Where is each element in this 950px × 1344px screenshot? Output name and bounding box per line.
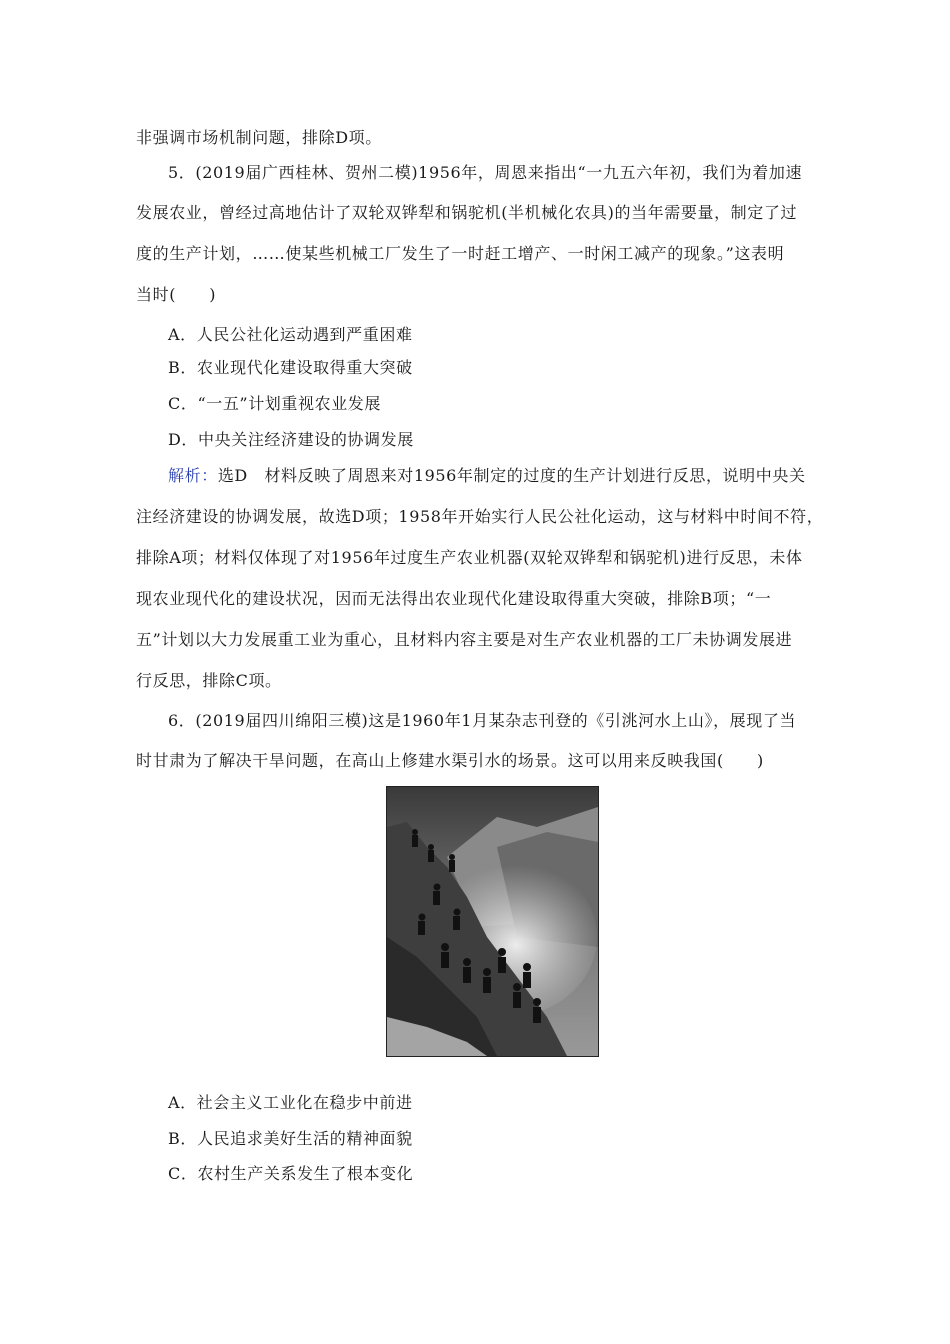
q5-option-b: B．农业现代化建设取得重大突破 bbox=[168, 358, 413, 377]
q5-analysis-line: 行反思，排除C项。 bbox=[136, 671, 282, 690]
q5-stem-line: 当时( ) bbox=[136, 285, 217, 304]
q5-analysis-line: 注经济建设的协调发展，故选D项；1958年开始实行人民公社化运动，这与材料中时间不符， bbox=[136, 507, 824, 526]
q5-analysis-line: 现农业现代化的建设状况，因而无法得出农业现代化建设取得重大突破，排除B项；“一 bbox=[136, 589, 772, 608]
q6-option-a: A．社会主义工业化在稳步中前进 bbox=[168, 1093, 413, 1112]
photo-illustration bbox=[387, 787, 598, 1056]
q5-stem-line: 度的生产计划，……使某些机械工厂发生了一时赶工增产、一时闲工减产的现象。”这表明 bbox=[136, 244, 785, 263]
prev-answer-tail: 非强调市场机制问题，排除D项。 bbox=[136, 128, 382, 147]
q5-option-a: A．人民公社化运动遇到严重困难 bbox=[168, 325, 413, 344]
q5-stem-line: 5．(2019届广西桂林、贺州二模)1956年，周恩来指出“一九五六年初，我们为着加速 bbox=[168, 163, 803, 182]
q6-option-c: C．农村生产关系发生了根本变化 bbox=[168, 1164, 414, 1183]
q5-analysis-line: 排除A项；材料仅体现了对1956年过度生产农业机器(双轮双铧犁和锅驼机)进行反思，未体 bbox=[136, 548, 803, 567]
q5-stem-line: 发展农业，曾经过高地估计了双轮双铧犁和锅驼机(半机械化农具)的当年需要量，制定了过 bbox=[136, 203, 798, 222]
q5-analysis-line: 五”计划以大力发展重工业为重心，且材料内容主要是对生产农业机器的工厂未协调发展进 bbox=[136, 630, 793, 649]
mountain-canal-photo bbox=[386, 786, 599, 1057]
q5-option-c: C．“一五”计划重视农业发展 bbox=[168, 394, 382, 413]
q5-option-d: D．中央关注经济建设的协调发展 bbox=[168, 430, 414, 449]
analysis-label: 解析： bbox=[168, 466, 218, 485]
q6-option-b: B．人民追求美好生活的精神面貌 bbox=[168, 1129, 413, 1148]
q6-stem-line: 时甘肃为了解决干旱问题，在高山上修建水渠引水的场景。这可以用来反映我国( ) bbox=[136, 751, 764, 770]
q6-stem-line: 6．(2019届四川绵阳三模)这是1960年1月某杂志刊登的《引洮河水上山》，展现了当 bbox=[168, 711, 797, 730]
analysis-text: 选D 材料反映了周恩来对1956年制定的过度的生产计划进行反思，说明中央关 bbox=[217, 466, 806, 485]
q5-analysis-first-line bbox=[168, 466, 806, 486]
